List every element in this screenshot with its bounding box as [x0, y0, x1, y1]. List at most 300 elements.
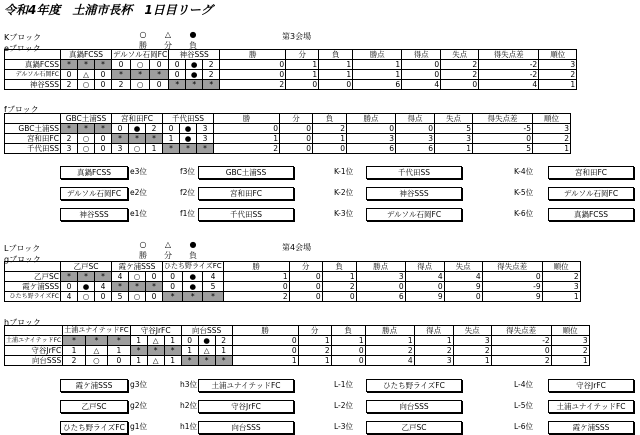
rank-label: L-4位: [514, 380, 534, 389]
stat-cell: 0: [402, 70, 441, 80]
stat-cell: 2: [365, 346, 414, 356]
opponent-header: ひたち野ライズFC: [164, 262, 222, 270]
draw-symbol-2: △: [164, 240, 172, 249]
self-match-cell: *: [203, 80, 220, 90]
score-cell: 1: [164, 356, 181, 366]
stat-header: 得点: [396, 114, 435, 124]
rank-team-box: 向台SSS: [198, 421, 294, 434]
stat-header: 得点: [402, 50, 441, 60]
result-symbol: ○: [131, 60, 150, 70]
rank-label: h1位: [180, 422, 198, 431]
self-match-cell: *: [129, 282, 146, 292]
team-name: 真鍋FCSS: [5, 60, 61, 70]
self-match-cell: *: [181, 356, 198, 366]
stat-cell: 1: [551, 356, 589, 366]
team-name: デルソル石岡FC: [5, 70, 61, 80]
result-symbol: ●: [180, 124, 197, 134]
stat-cell: 0: [232, 336, 298, 346]
rank-team-box: 神谷SSS: [366, 187, 462, 200]
score-cell: 1: [163, 134, 180, 144]
stat-header: 勝点: [356, 262, 405, 272]
result-symbol: ○: [78, 134, 95, 144]
score-cell: 0: [163, 282, 183, 292]
stat-header: 分: [298, 326, 331, 336]
rank-label: g1位: [130, 422, 148, 431]
corner-cell: [5, 114, 61, 124]
stat-cell: 2: [441, 70, 479, 80]
table-row: [5, 336, 590, 346]
team-name: 千代田SS: [5, 144, 61, 154]
stat-cell: 1: [214, 134, 280, 144]
score-cell: 0: [150, 80, 169, 90]
rank-label: h2位: [180, 401, 198, 410]
self-match-cell: *: [112, 134, 129, 144]
block-h-label: hブロック: [4, 318, 41, 327]
team-name: 土浦ユナイテッドFC: [6, 337, 62, 344]
self-match-cell: *: [131, 70, 150, 80]
result-symbol: ●: [183, 282, 203, 292]
stat-cell: 0: [482, 272, 542, 282]
rank-label: e1位: [130, 209, 147, 218]
stat-cell: 1: [453, 356, 491, 366]
stat-cell: 4: [444, 272, 482, 282]
stat-header: 負: [331, 326, 365, 336]
score-cell: 0: [112, 124, 129, 134]
result-symbol: ●: [186, 70, 203, 80]
score-cell: 2: [203, 60, 220, 70]
header-row: [5, 262, 581, 272]
opponent-header: 土浦ユナイテッドFC: [64, 326, 129, 334]
self-match-cell: *: [169, 80, 186, 90]
self-match-cell: *: [130, 346, 147, 356]
stat-header: 負: [319, 50, 353, 60]
stat-header: 勝: [220, 50, 286, 60]
result-symbol: ●: [129, 124, 146, 134]
rank-team-box: 守谷JrFC: [548, 379, 634, 392]
team-name: 乙戸SC: [5, 272, 61, 282]
self-match-cell: *: [95, 272, 112, 282]
stat-cell: 3: [347, 134, 396, 144]
stat-header: 勝点: [365, 326, 414, 336]
result-symbol: △: [85, 346, 107, 356]
score-cell: 0: [95, 70, 112, 80]
table-row: [5, 144, 571, 154]
stat-cell: 9: [482, 292, 542, 302]
stat-cell: 1: [435, 144, 473, 154]
stat-cell: 1: [286, 70, 319, 80]
table-row: [5, 80, 577, 90]
stat-cell: 1: [319, 70, 353, 80]
self-match-cell: *: [203, 292, 223, 302]
stat-header: 順位: [539, 50, 577, 60]
self-match-cell: *: [215, 356, 232, 366]
self-match-cell: *: [129, 134, 146, 144]
rank-label: f2位: [180, 188, 195, 197]
stat-cell: -2: [479, 60, 539, 70]
rank-team-box: 土浦ユナイテッドFC: [548, 400, 634, 413]
stat-cell: 4: [405, 272, 444, 282]
score-cell: 1: [108, 346, 131, 356]
stat-cell: 2: [551, 346, 589, 356]
score-cell: 0: [150, 60, 169, 70]
rank-label: K-5位: [514, 188, 534, 197]
rank-label: e3位: [130, 167, 147, 176]
team-name: 向台SSS: [5, 356, 63, 366]
rank-label: K-2位: [334, 188, 354, 197]
score-cell: 3: [61, 144, 78, 154]
stat-cell: -9: [482, 282, 542, 292]
table-row: [5, 60, 577, 70]
score-cell: 3: [112, 144, 129, 154]
draw-word-2: 分: [164, 251, 172, 260]
score-cell: 2: [203, 70, 220, 80]
team-name: 宮和田FC: [5, 134, 61, 144]
league-grid-g: [4, 261, 581, 302]
team-name: GBC土浦SS: [5, 124, 61, 134]
stat-cell: 2: [441, 60, 479, 70]
rank-team-box: 向台SSS: [366, 400, 462, 413]
stat-cell: 6: [347, 144, 396, 154]
table-row: [5, 282, 581, 292]
opponent-header: 千代田SS: [163, 114, 214, 124]
score-cell: 4: [95, 282, 112, 292]
stat-cell: 6: [396, 144, 435, 154]
stat-cell: 3: [356, 272, 405, 282]
self-match-cell: *: [78, 60, 95, 70]
rank-team-box: 霞ケ浦SSS: [548, 421, 634, 434]
stat-cell: 9: [405, 292, 444, 302]
stat-header: 得失点差: [473, 114, 533, 124]
score-cell: 0: [95, 144, 112, 154]
header-row: [5, 326, 590, 336]
score-cell: 2: [63, 356, 85, 366]
score-cell: 4: [203, 272, 223, 282]
rank-label: L-6位: [514, 422, 534, 431]
opponent-header: 守谷JrFC: [130, 326, 181, 336]
score-cell: 0: [61, 282, 78, 292]
block-g-label: gブロック: [4, 255, 41, 264]
self-match-cell: *: [63, 336, 85, 346]
stat-header: 失点: [453, 326, 491, 336]
stat-cell: 0: [223, 282, 289, 292]
stat-cell: 0: [331, 356, 365, 366]
score-cell: 4: [61, 292, 78, 302]
self-match-cell: *: [183, 292, 203, 302]
stat-cell: 1: [542, 292, 580, 302]
stat-header: 勝点: [353, 50, 402, 60]
self-match-cell: *: [61, 60, 78, 70]
rank-team-box: 乙戸SC: [366, 421, 462, 434]
stat-header: 勝: [214, 114, 280, 124]
score-cell: 0: [146, 292, 163, 302]
team-name: 霞ケ浦SSS: [5, 282, 61, 292]
rank-label: K-4位: [514, 167, 534, 176]
self-match-cell: *: [95, 124, 112, 134]
result-symbol: ○: [78, 80, 95, 90]
team-name: 神谷SSS: [5, 80, 61, 90]
stat-cell: 1: [365, 336, 414, 346]
self-match-cell: *: [78, 272, 95, 282]
stat-cell: 1: [331, 336, 365, 346]
score-cell: 0: [181, 336, 198, 346]
rank-label: g2位: [130, 401, 148, 410]
stat-cell: 0: [289, 292, 322, 302]
stat-cell: 1: [322, 272, 356, 282]
stat-cell: 2: [542, 272, 580, 282]
team-name: ひたち野ライズFC: [5, 292, 61, 302]
stat-cell: 1: [533, 144, 571, 154]
stat-header: 順位: [533, 114, 571, 124]
rank-team-box: ひたち野ライズFC: [366, 379, 462, 392]
stat-cell: 0: [220, 70, 286, 80]
result-symbol: ○: [129, 292, 146, 302]
stat-cell: 2: [539, 70, 577, 80]
stat-cell: 0: [220, 60, 286, 70]
score-cell: 0: [95, 80, 112, 90]
stat-cell: 9: [444, 282, 482, 292]
rank-label: K-3位: [334, 209, 354, 218]
stat-cell: -2: [479, 70, 539, 80]
result-symbol: ●: [198, 336, 215, 346]
stat-cell: 0: [232, 346, 298, 356]
result-symbol: △: [147, 336, 164, 346]
table-row: [5, 134, 571, 144]
stat-cell: 0: [405, 282, 444, 292]
stat-cell: 0: [347, 124, 396, 134]
self-match-cell: *: [146, 282, 163, 292]
stat-cell: 1: [298, 336, 331, 346]
stat-cell: 1: [313, 134, 347, 144]
rank-team-box: 霞ケ浦SSS: [60, 379, 128, 392]
stat-cell: 0: [280, 144, 313, 154]
score-cell: 0: [146, 272, 163, 282]
rank-team-box: ひたち野ライズFC: [60, 421, 128, 434]
stat-cell: 1: [319, 60, 353, 70]
rank-team-box: 千代田SS: [366, 166, 462, 179]
rank-team-box: 土浦ユナイテッドFC: [198, 379, 294, 392]
table-row: [5, 292, 581, 302]
score-cell: 1: [130, 356, 147, 366]
stat-header: 分: [286, 50, 319, 60]
stat-cell: 0: [396, 124, 435, 134]
rank-team-box: GBC土浦SS: [198, 166, 294, 179]
stat-cell: 0: [280, 134, 313, 144]
result-symbol: ○: [78, 144, 95, 154]
draw-symbol: △: [164, 30, 172, 39]
stat-cell: 0: [473, 134, 533, 144]
lose-symbol: ●: [189, 30, 197, 39]
header-row: [5, 50, 577, 60]
score-cell: 0: [112, 60, 131, 70]
stat-cell: 2: [414, 346, 453, 356]
lose-symbol-2: ●: [189, 240, 197, 249]
stat-header: 得点: [414, 326, 453, 336]
corner-cell: [5, 50, 61, 60]
lose-word-2: 負: [189, 251, 197, 260]
header-row: [5, 114, 571, 124]
result-symbol: ●: [180, 134, 197, 144]
rank-label: L-2位: [334, 401, 354, 410]
stat-cell: 3: [551, 336, 589, 346]
score-cell: 0: [95, 292, 112, 302]
stat-cell: 3: [542, 282, 580, 292]
score-cell: 2: [146, 124, 163, 134]
win-word: 勝: [139, 41, 147, 50]
stat-header: 順位: [551, 326, 589, 336]
self-match-cell: *: [108, 336, 131, 346]
result-symbol: △: [198, 346, 215, 356]
stat-header: 負: [322, 262, 356, 272]
stat-header: 勝点: [347, 114, 396, 124]
rank-label: f3位: [180, 167, 195, 176]
rank-team-box: 宮和田FC: [548, 166, 634, 179]
stat-cell: 0: [402, 60, 441, 70]
rank-label: L-3位: [334, 422, 354, 431]
table-row: [5, 346, 590, 356]
rank-label: h3位: [180, 380, 198, 389]
stat-header: 分: [289, 262, 322, 272]
stat-cell: 2: [313, 124, 347, 134]
self-match-cell: *: [61, 124, 78, 134]
score-cell: 1: [164, 336, 181, 346]
rank-team-box: 真鍋FCSS: [60, 166, 128, 179]
rank-team-box: デルソル石岡FC: [548, 187, 634, 200]
rank-label: L-5位: [514, 401, 534, 410]
result-symbol: △: [78, 70, 95, 80]
opponent-header: 乙戸SC: [61, 262, 112, 272]
score-cell: 0: [163, 272, 183, 282]
rank-label: e2位: [130, 188, 147, 197]
score-cell: 1: [215, 346, 232, 356]
opponent-header: 宮和田FC: [112, 114, 163, 124]
draw-word: 分: [164, 41, 172, 50]
self-match-cell: *: [146, 134, 163, 144]
stat-cell: 5: [473, 144, 533, 154]
score-cell: 1: [146, 144, 163, 154]
self-match-cell: *: [61, 272, 78, 282]
stat-header: 勝: [223, 262, 289, 272]
score-cell: 0: [95, 134, 112, 144]
stat-cell: 1: [353, 60, 402, 70]
self-match-cell: *: [180, 144, 197, 154]
score-cell: 0: [169, 60, 186, 70]
result-symbol: ●: [186, 60, 203, 70]
stat-cell: 3: [435, 134, 473, 144]
stat-cell: 4: [365, 356, 414, 366]
stat-cell: 0: [322, 292, 356, 302]
result-symbol: ○: [131, 80, 150, 90]
stat-cell: -5: [473, 124, 533, 134]
rank-team-box: 守谷JrFC: [198, 400, 294, 413]
stat-cell: 1: [232, 356, 298, 366]
opponent-header: 向台SSS: [181, 326, 232, 336]
block-e-label: eブロック: [4, 44, 41, 53]
self-match-cell: *: [197, 144, 214, 154]
stat-cell: 3: [396, 134, 435, 144]
block-k-label: Kブロック: [4, 33, 42, 42]
self-match-cell: *: [163, 144, 180, 154]
stat-header: 失点: [444, 262, 482, 272]
stat-cell: 0: [289, 282, 322, 292]
rank-team-box: 真鍋FCSS: [548, 208, 634, 221]
result-symbol: ○: [78, 292, 95, 302]
score-cell: 2: [215, 336, 232, 346]
stat-cell: 1: [353, 70, 402, 80]
rank-team-box: 神谷SSS: [60, 208, 128, 221]
stat-cell: 3: [539, 60, 577, 70]
score-cell: 5: [112, 292, 129, 302]
stat-cell: 6: [353, 80, 402, 90]
score-cell: 5: [203, 282, 223, 292]
stat-cell: 0: [313, 144, 347, 154]
score-cell: 0: [61, 70, 78, 80]
score-cell: 0: [108, 356, 131, 366]
self-match-cell: *: [186, 80, 203, 90]
stat-header: 勝: [232, 326, 298, 336]
self-match-cell: *: [85, 336, 107, 346]
rank-team-box: 千代田SS: [198, 208, 294, 221]
opponent-header: 神谷SSS: [169, 50, 220, 60]
score-cell: 1: [181, 346, 198, 356]
league-grid-h: [4, 325, 590, 366]
table-row: [5, 356, 590, 366]
stat-cell: 2: [220, 80, 286, 90]
stat-cell: -2: [491, 336, 551, 346]
rank-team-box: 宮和田FC: [198, 187, 294, 200]
self-match-cell: *: [163, 292, 183, 302]
venue-3-label: 第3会場: [282, 32, 312, 41]
stat-header: 失点: [441, 50, 479, 60]
opponent-header: デルソル石岡FC: [113, 50, 168, 59]
team-name: 守谷JrFC: [5, 346, 63, 356]
stat-cell: 1: [286, 60, 319, 70]
score-cell: 3: [197, 124, 214, 134]
score-cell: 1: [130, 336, 147, 346]
stat-cell: 0: [286, 80, 319, 90]
table-row: [5, 70, 577, 80]
block-f-label: fブロック: [4, 105, 39, 114]
stat-cell: 2: [453, 346, 491, 356]
stat-cell: 5: [435, 124, 473, 134]
stat-cell: 2: [322, 282, 356, 292]
score-cell: 0: [169, 70, 186, 80]
win-symbol-2: ○: [139, 240, 147, 249]
stat-header: 失点: [435, 114, 473, 124]
self-match-cell: *: [147, 346, 164, 356]
self-match-cell: *: [112, 282, 129, 292]
stat-cell: 2: [223, 292, 289, 302]
score-cell: 2: [61, 134, 78, 144]
stat-cell: 3: [533, 124, 571, 134]
score-cell: 4: [112, 272, 129, 282]
stat-header: 得失点差: [491, 326, 551, 336]
stat-cell: 2: [491, 356, 551, 366]
rank-label: g3位: [130, 380, 148, 389]
opponent-header: 真鍋FCSS: [61, 50, 112, 60]
corner-cell: [5, 262, 61, 272]
stat-cell: 2: [214, 144, 280, 154]
stat-header: 順位: [542, 262, 580, 272]
venue-4-label: 第4会場: [282, 243, 312, 252]
stat-cell: 6: [356, 292, 405, 302]
stat-cell: 1: [223, 272, 289, 282]
score-cell: 0: [163, 124, 180, 134]
league-grid-e: [4, 49, 577, 90]
result-symbol: ○: [129, 144, 146, 154]
table-row: [5, 272, 581, 282]
stat-cell: 0: [491, 346, 551, 356]
stat-cell: 0: [356, 282, 405, 292]
